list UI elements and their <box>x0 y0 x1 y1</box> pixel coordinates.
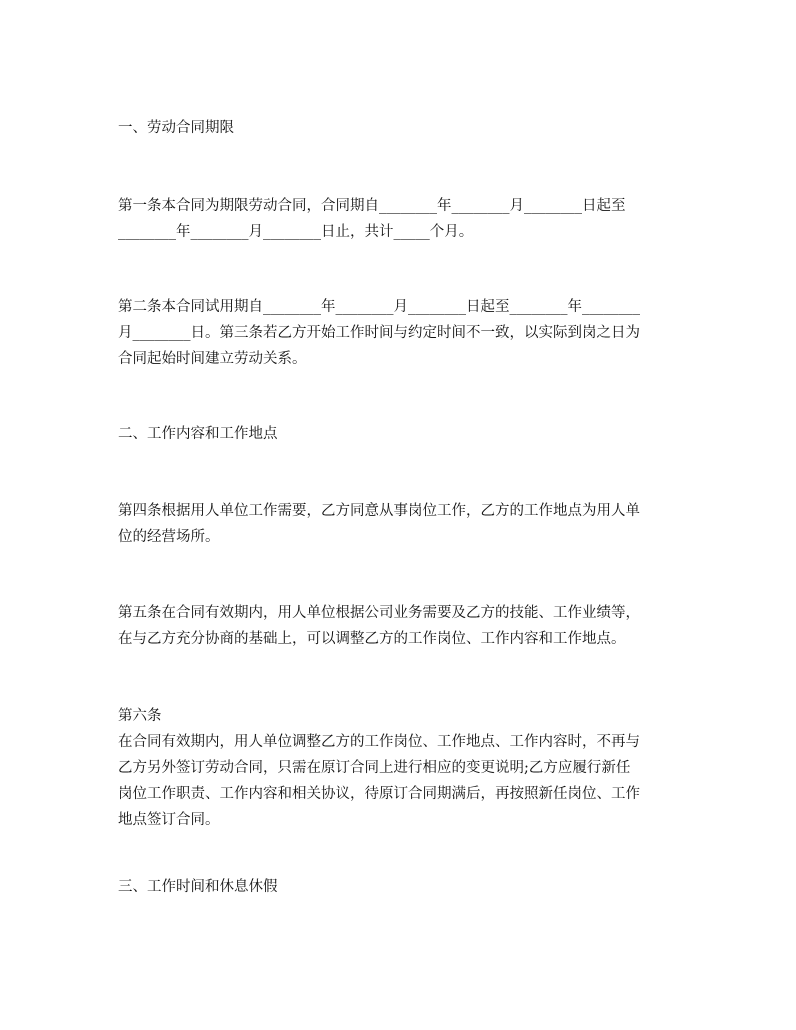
heading-text: 二、工作内容和工作地点 <box>118 426 278 442</box>
paragraph-line: 第五条在合同有效期内，用人单位根据公司业务需要及乙方的技能、工作业绩等， <box>118 605 640 621</box>
heading-text: 三、工作时间和休息休假 <box>118 879 278 895</box>
paragraph-line: 第四条根据用人单位工作需要，乙方同意从事岗位工作，乙方的工作地点为用人单 <box>118 503 640 519</box>
paragraph-line: 乙方另外签订劳动合同，只需在原订合同上进行相应的变更说明;乙方应履行新任 <box>118 760 631 776</box>
paragraph-line: 第一条本合同为期限劳动合同，合同期自________年________月________日起至 <box>118 198 626 214</box>
article-6-title: 第六条 <box>118 708 162 724</box>
section-heading-work-hours <box>118 874 680 900</box>
section-heading-work-content <box>118 421 680 447</box>
paragraph-line: 在合同有效期内，用人单位调整乙方的工作岗位、工作地点、工作内容时，不再与 <box>118 734 640 750</box>
article-6-paragraph <box>118 703 680 833</box>
paragraph-line: 位的经营场所。 <box>118 529 220 545</box>
paragraph-line: 月________日。第三条若乙方开始工作时间与约定时间不一致，以实际到岗之日为 <box>118 325 640 341</box>
paragraph-line: 地点签订合同。 <box>118 812 220 828</box>
paragraph-line: 岗位工作职责、工作内容和相关协议，待原订合同期满后，再按照新任岗位、工作 <box>118 786 640 802</box>
section-heading-contract-term <box>118 115 680 141</box>
paragraph-line: 第二条本合同试用期自________年________月________日起至________年________ <box>118 299 640 315</box>
paragraph-line: 合同起始时间建立劳动关系。 <box>118 351 307 367</box>
paragraph-line: 在与乙方充分协商的基础上，可以调整乙方的工作岗位、工作内容和工作地点。 <box>118 631 626 647</box>
article-2-3-paragraph <box>118 294 680 372</box>
article-5-paragraph <box>118 600 680 652</box>
paragraph-line: ________年________月________日止，共计_____个月。 <box>118 224 474 240</box>
heading-text: 一、劳动合同期限 <box>118 120 234 136</box>
article-4-paragraph <box>118 498 680 550</box>
article-1-paragraph <box>118 193 680 245</box>
